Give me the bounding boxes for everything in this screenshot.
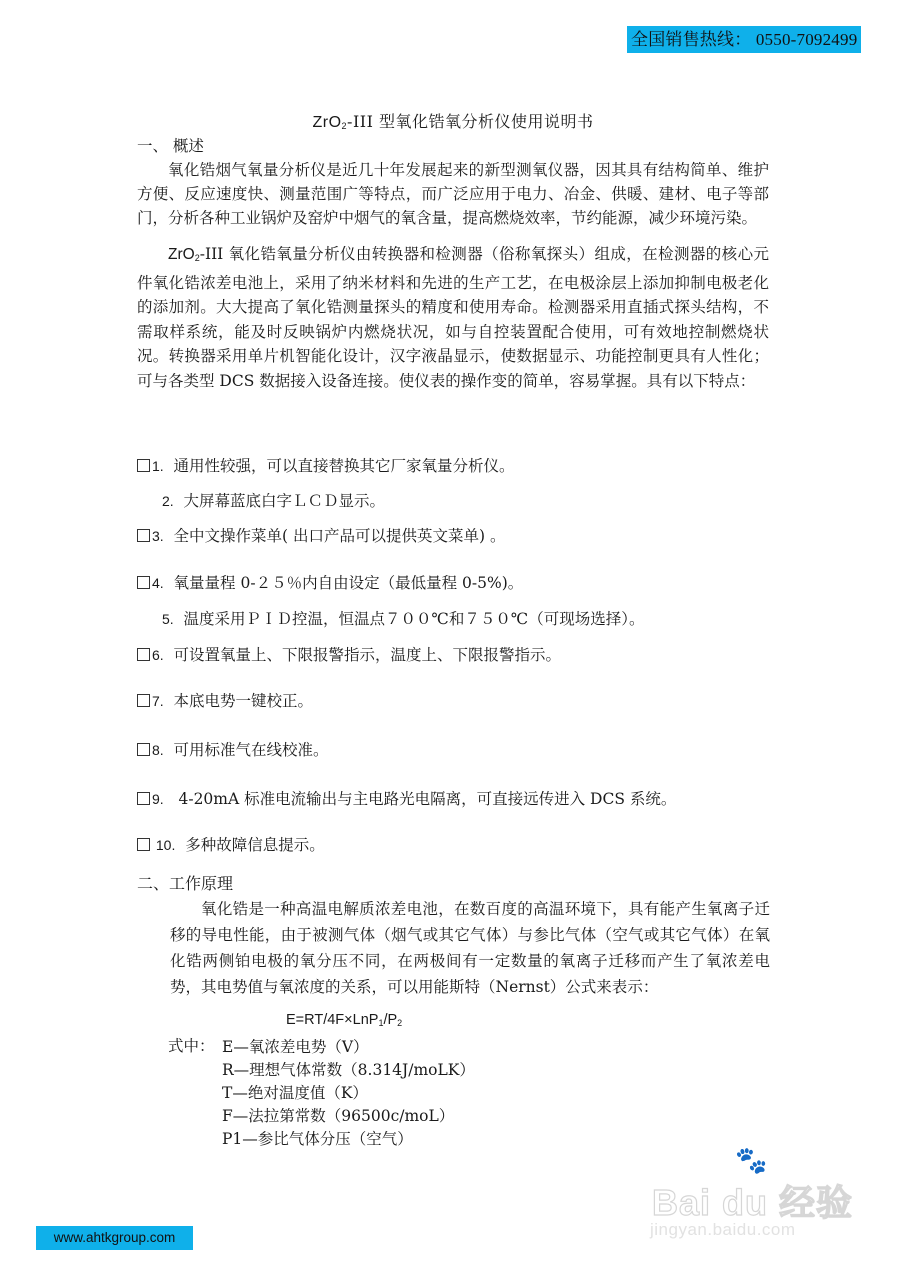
feature-item-2: 2. 大屏幕蓝底白字ＬＣＤ显示。 (162, 492, 386, 510)
checkbox-icon (137, 838, 150, 851)
section-heading-overview: 一、 概述 (137, 137, 204, 155)
sales-hotline-banner: 全国销售热线： 0550-7092499 (627, 26, 861, 53)
definition-f: F—法拉第常数（96500c/moL） (222, 1107, 455, 1125)
feature-item-9: 9. 4-20mA 标准电流输出与主电路光电隔离，可直接远传进入 DCS 系统。 (137, 789, 676, 809)
feature-item-10: 10. 多种故障信息提示。 (137, 835, 325, 855)
checkbox-icon (137, 743, 150, 756)
website-link-banner[interactable]: www.ahtkgroup.com (36, 1226, 193, 1250)
section-heading-working-principle: 二、工作原理 (137, 874, 234, 893)
definition-t: T—绝对温度值（K） (222, 1084, 368, 1102)
paw-icon: 🐾 (735, 1145, 768, 1175)
document-title: ZrO$_2$-III 型氧化锆氧分析仪使用说明书 (312, 112, 594, 131)
definition-r: R—理想气体常数（8.314J/moLK） (222, 1061, 475, 1079)
baidu-jingyan-watermark: 🐾 Bai du 经验 jingyan.baidu.com (650, 1145, 854, 1239)
checkbox-icon (137, 529, 150, 542)
working-principle-paragraph: 氧化锆是一种高温电解质浓差电池，在数百度的高温环境下，具有能产生氧离子迁移的导电性能，由于被测气体（烟气或其它气体）与参比气体（空气或其它气体）在氧化锆两侧铂电极的氧分压不同，在两极间有一定数量的氧离子迁移而产生了氧浓差电势，其电势值与氧浓度的关系，可以用能斯特（Nernst）公式来表示： (170, 900, 770, 996)
definition-e: E—氧浓差电势（V） (222, 1038, 369, 1056)
nernst-formula: $E=RT/4F\times LnP_1/P_2$ (286, 1012, 403, 1028)
checkbox-icon (137, 694, 150, 707)
feature-item-4: 4. 氧量量程 0-２５％内自由设定（最低量程 0-5%)。 (137, 573, 523, 593)
checkbox-icon (137, 459, 150, 472)
feature-item-3: 3. 全中文操作菜单( 出口产品可以提供英文菜单) 。 (137, 526, 506, 546)
overview-paragraph-1: 氧化锆烟气氧量分析仪是近几十年发展起来的新型测氧仪器，因其具有结构简单、维护方便、反应速度快、测量范围广等特点，而广泛应用于电力、冶金、供暖、建材、电子等部门，分析各种工业锅炉及窑炉中烟气的氧含量，提高燃烧效率，节约能源，减少环境污染。 (137, 161, 769, 227)
feature-item-8: 8. 可用标准气在线校准。 (137, 740, 329, 760)
formula-definitions (222, 1036, 475, 1151)
checkbox-icon (137, 792, 150, 805)
feature-item-5: 5. 温度采用ＰＩＤ控温，恒温点７００℃和７５０℃（可现场选择）。 (162, 610, 645, 628)
feature-item-6: 6. 可设置氧量上、下限报警指示，温度上、下限报警指示。 (137, 645, 561, 665)
definition-p1: P1—参比气体分压（空气） (222, 1130, 413, 1148)
overview-paragraph-2: ZrO$_2$-III 氧化锆氧量分析仪由转换器和检测器（俗称氧探头）组成，在检测器的核心元件氧化锆浓差电池上，采用了纳米材料和先进的生产工艺，在电极涂层上添加抑制电极老化的添加剂。大大提高了氧化锆测量探头的精度和使用寿命。检测器采用直插式探头结构，不需取样系统，能及时反映锅炉内燃烧状况，如与自控装置配合使用，可有效地控制燃烧状况。转换器采用单片机智能化设计，汉字液晶显示，使数据显示、功能控制更具有人性化；可与各类型 DCS 数据接入设备连接。使仪表的操作变的简单，容易掌握。具有以下特点： (137, 245, 769, 390)
where-label: 式中： (168, 1037, 215, 1055)
checkbox-icon (137, 648, 150, 661)
feature-item-7: 7. 本底电势一键校正。 (137, 691, 313, 711)
document-body (137, 110, 769, 393)
feature-item-1: 1. 通用性较强，可以直接替换其它厂家氧量分析仪。 (137, 456, 515, 476)
checkbox-icon (137, 576, 150, 589)
